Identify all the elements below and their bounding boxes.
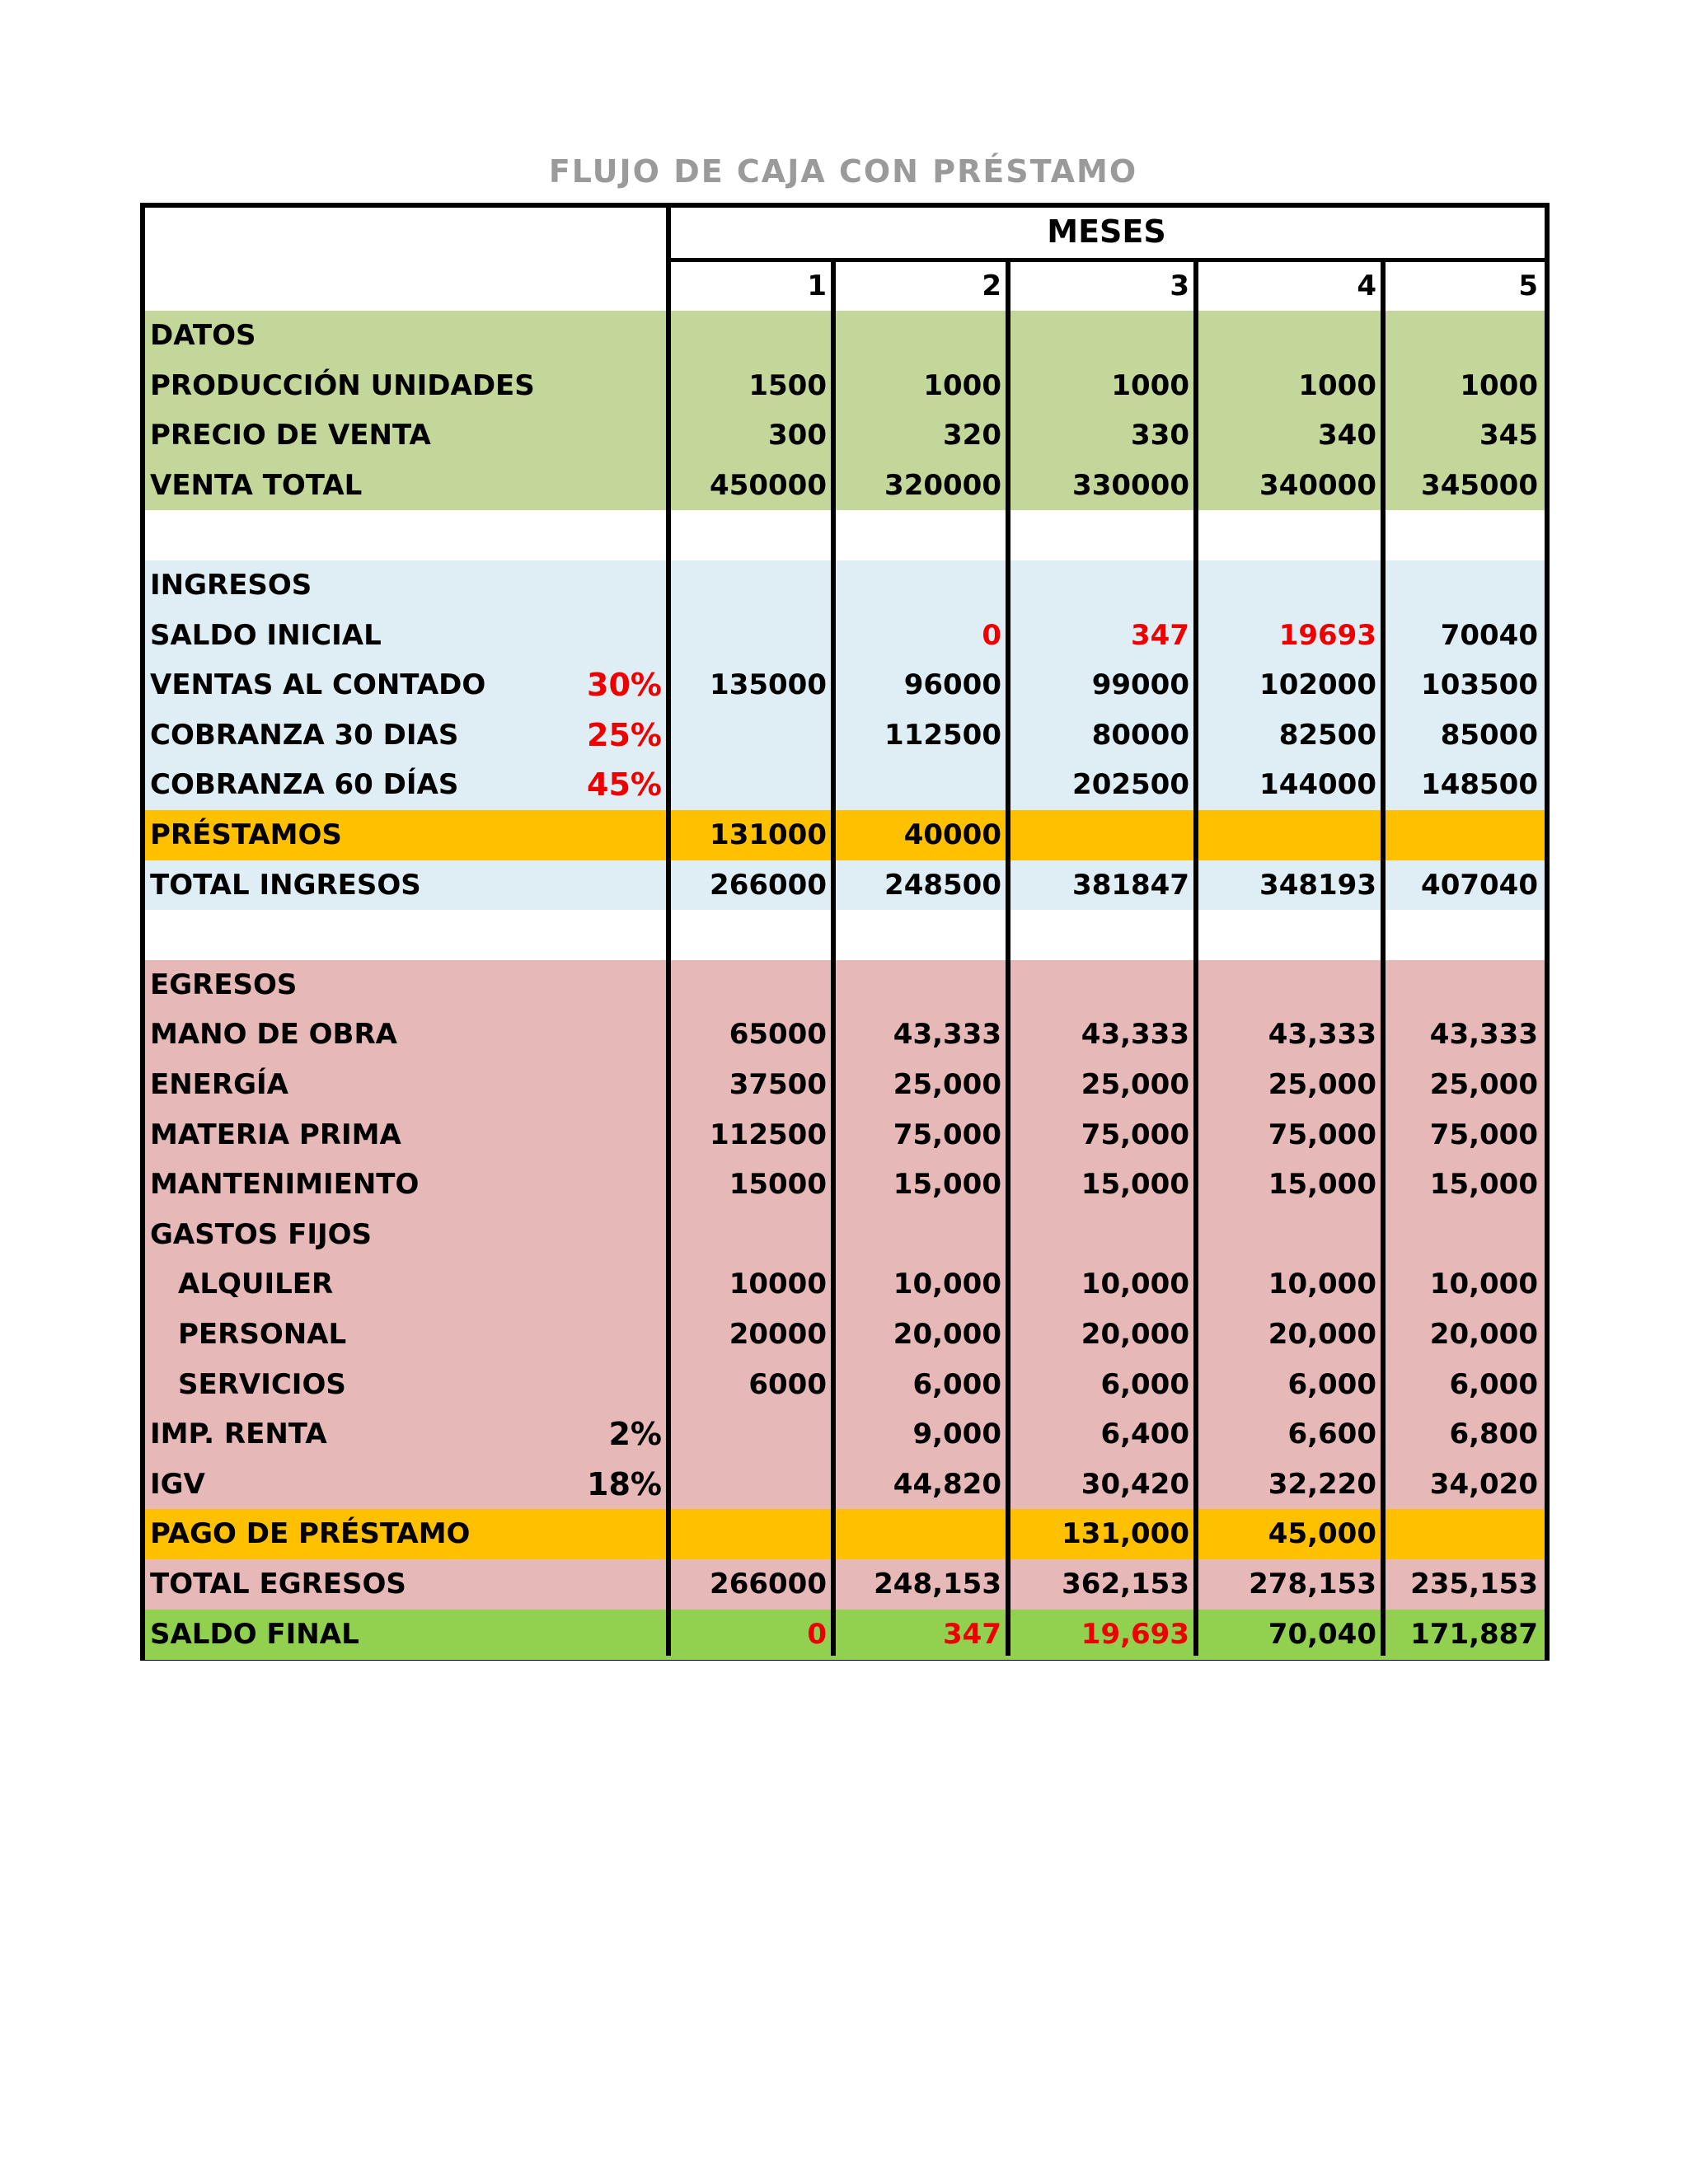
header-divider-line [668, 258, 1545, 262]
row-value: 15,000 [1429, 1168, 1538, 1202]
row-value: 6,000 [1100, 1367, 1189, 1401]
row-value [668, 510, 833, 560]
row-value: 10,000 [1268, 1268, 1376, 1301]
row-value [1383, 960, 1545, 1010]
row-value [1196, 560, 1383, 611]
row-value [668, 311, 833, 361]
row-value [668, 611, 833, 661]
row-value: 135000 [710, 668, 827, 702]
row-value [1196, 311, 1383, 361]
row-label: VENTAS AL CONTADO [150, 668, 486, 702]
row-value: 20,000 [1429, 1318, 1538, 1351]
row-value: 278,153 [1249, 1568, 1376, 1601]
row-value: 99000 [1091, 668, 1189, 702]
row-value: 266000 [710, 868, 827, 902]
row-value [1383, 560, 1545, 611]
row-label: EGRESOS [150, 968, 298, 1001]
row-value: 25,000 [1081, 1068, 1189, 1101]
row-value [833, 910, 1008, 960]
row-percentage: 30% [587, 667, 662, 704]
row-value [1196, 810, 1383, 860]
header-meses: MESES [1047, 213, 1166, 250]
row-value: 75,000 [1268, 1118, 1376, 1151]
row-value: 340 [1318, 419, 1376, 452]
row-value [833, 1210, 1008, 1260]
row-value: 235,153 [1410, 1568, 1538, 1601]
row-value: 0 [982, 618, 1001, 652]
row-value [1008, 311, 1196, 361]
row-value [1008, 960, 1196, 1010]
row-value: 10,000 [1429, 1268, 1538, 1301]
row-value [668, 760, 833, 810]
row-value [1196, 510, 1383, 560]
row-value: 6,800 [1449, 1418, 1538, 1451]
row-value [1196, 960, 1383, 1010]
row-percentage: 45% [587, 766, 662, 804]
row-label: PAGO DE PRÉSTAMO [150, 1517, 471, 1551]
row-value [1383, 1509, 1545, 1559]
row-label: IGV [150, 1467, 205, 1501]
row-value [668, 960, 833, 1010]
row-value: 34,020 [1429, 1467, 1538, 1501]
row-value [1383, 1210, 1545, 1260]
column-divider-line [1193, 259, 1198, 1656]
row-value: 103500 [1421, 668, 1538, 702]
row-value [1383, 910, 1545, 960]
row-value: 6,000 [912, 1367, 1001, 1401]
row-value: 75,000 [893, 1118, 1001, 1151]
row-value: 6,000 [1287, 1367, 1376, 1401]
row-value [668, 560, 833, 611]
row-label: COBRANZA 60 DÍAS [150, 768, 459, 802]
row-label: VENTA TOTAL [150, 468, 363, 502]
row-value: 450000 [710, 468, 827, 502]
row-value: 248,153 [874, 1568, 1001, 1601]
row-label: INGRESOS [150, 569, 312, 602]
row-value: 320 [943, 419, 1001, 452]
row-value: 25,000 [1429, 1068, 1538, 1101]
row-value: 407040 [1421, 868, 1538, 902]
row-value: 1500 [748, 368, 827, 402]
row-label: MANTENIMIENTO [150, 1168, 420, 1202]
header-month-1: 1 [807, 269, 827, 302]
row-value: 102000 [1259, 668, 1376, 702]
row-value: 347 [943, 1617, 1001, 1651]
header-month-3: 3 [1170, 269, 1189, 302]
row-value: 15,000 [1268, 1168, 1376, 1202]
row-label [145, 910, 668, 960]
row-value: 15,000 [893, 1168, 1001, 1202]
row-value [668, 1409, 833, 1460]
row-value: 330 [1131, 419, 1189, 452]
column-divider-line [831, 259, 836, 1656]
row-value: 25,000 [893, 1068, 1001, 1101]
row-value: 362,153 [1062, 1568, 1189, 1601]
row-value: 19693 [1278, 618, 1376, 652]
row-value: 148500 [1421, 768, 1538, 802]
row-percentage: 18% [587, 1465, 662, 1502]
row-value: 20,000 [893, 1318, 1001, 1351]
row-value: 82500 [1278, 718, 1376, 752]
row-label: MATERIA PRIMA [150, 1118, 401, 1151]
row-label: SALDO INICIAL [150, 618, 382, 652]
row-value [668, 1210, 833, 1260]
row-value [1008, 510, 1196, 560]
row-label: PERSONAL [178, 1318, 347, 1351]
row-value: 320000 [884, 468, 1001, 502]
row-value: 25,000 [1268, 1068, 1376, 1101]
row-value [1008, 560, 1196, 611]
row-label: MANO DE OBRA [150, 1018, 397, 1052]
row-value: 330000 [1072, 468, 1189, 502]
row-value: 1000 [1111, 368, 1189, 402]
column-divider-line [1006, 259, 1010, 1656]
row-value: 80000 [1091, 718, 1189, 752]
row-value: 345000 [1421, 468, 1538, 502]
row-value: 1000 [923, 368, 1001, 402]
row-value [833, 311, 1008, 361]
row-value: 6,600 [1287, 1418, 1376, 1451]
row-value: 96000 [903, 668, 1001, 702]
row-value: 131000 [710, 818, 827, 851]
row-value: 70,040 [1268, 1617, 1376, 1651]
row-value: 40000 [903, 818, 1001, 851]
row-value: 44,820 [893, 1467, 1001, 1501]
row-value: 43,333 [893, 1018, 1001, 1052]
row-label: COBRANZA 30 DIAS [150, 718, 459, 752]
row-value [668, 910, 833, 960]
row-value [1196, 910, 1383, 960]
row-label: ALQUILER [178, 1268, 334, 1301]
row-value [668, 1509, 833, 1559]
row-label: TOTAL EGRESOS [150, 1568, 406, 1601]
row-value: 70040 [1440, 618, 1538, 652]
row-value: 347 [1131, 618, 1189, 652]
row-value: 9,000 [912, 1418, 1001, 1451]
row-label: TOTAL INGRESOS [150, 868, 421, 902]
row-value: 32,220 [1268, 1467, 1376, 1501]
row-label: PRECIO DE VENTA [150, 419, 431, 452]
column-divider-line [666, 208, 671, 1656]
row-value: 19,693 [1081, 1617, 1189, 1651]
row-value [1008, 1210, 1196, 1260]
row-value [1383, 510, 1545, 560]
row-value: 45,000 [1268, 1517, 1376, 1551]
row-value: 85000 [1440, 718, 1538, 752]
row-value: 202500 [1072, 768, 1189, 802]
row-value: 10000 [729, 1268, 827, 1301]
row-label [145, 510, 668, 560]
row-value: 345 [1479, 419, 1538, 452]
row-percentage: 2% [608, 1416, 662, 1453]
row-value: 10,000 [893, 1268, 1001, 1301]
row-value: 20,000 [1081, 1318, 1189, 1351]
row-value [833, 560, 1008, 611]
row-value: 112500 [710, 1118, 827, 1151]
row-value [833, 960, 1008, 1010]
header-month-5: 5 [1518, 269, 1538, 302]
page-title: FLUJO DE CAJA CON PRÉSTAMO [548, 153, 1138, 190]
row-label: SERVICIOS [178, 1367, 346, 1401]
row-value: 30,420 [1081, 1467, 1189, 1501]
row-value: 15,000 [1081, 1168, 1189, 1202]
column-divider-line [1381, 259, 1386, 1656]
row-value: 75,000 [1081, 1118, 1189, 1151]
row-label: SALDO FINAL [150, 1617, 359, 1651]
row-value [1008, 910, 1196, 960]
row-value [1383, 311, 1545, 361]
row-value: 75,000 [1429, 1118, 1538, 1151]
row-value: 6,400 [1100, 1418, 1189, 1451]
row-value: 43,333 [1429, 1018, 1538, 1052]
row-value: 266000 [710, 1568, 827, 1601]
row-value: 1000 [1460, 368, 1538, 402]
row-value: 10,000 [1081, 1268, 1189, 1301]
row-value: 6000 [748, 1367, 827, 1401]
row-value: 300 [768, 419, 827, 452]
row-value: 43,333 [1081, 1018, 1189, 1052]
row-value: 65000 [729, 1018, 827, 1052]
row-value: 43,333 [1268, 1018, 1376, 1052]
row-label: PRODUCCIÓN UNIDADES [150, 368, 535, 402]
row-value [833, 510, 1008, 560]
row-value: 1000 [1298, 368, 1376, 402]
row-label: ENERGÍA [150, 1068, 288, 1101]
row-label: PRÉSTAMOS [150, 818, 342, 851]
row-label: GASTOS FIJOS [150, 1217, 373, 1251]
row-value [1383, 810, 1545, 860]
row-value: 381847 [1072, 868, 1189, 902]
row-value [833, 1509, 1008, 1559]
row-label: IMP. RENTA [150, 1418, 327, 1451]
row-value: 248500 [884, 868, 1001, 902]
row-value: 20000 [729, 1318, 827, 1351]
row-value: 171,887 [1410, 1617, 1538, 1651]
row-value: 6,000 [1449, 1367, 1538, 1401]
row-value: 340000 [1259, 468, 1376, 502]
row-label: DATOS [150, 319, 256, 352]
header-month-2: 2 [982, 269, 1001, 302]
row-percentage: 25% [587, 716, 662, 753]
row-value [1196, 1210, 1383, 1260]
cash-flow-table [140, 203, 1550, 1661]
row-value: 0 [807, 1617, 827, 1651]
row-value: 112500 [884, 718, 1001, 752]
row-value: 348193 [1259, 868, 1376, 902]
row-value: 15000 [729, 1168, 827, 1202]
row-value: 20,000 [1268, 1318, 1376, 1351]
header-month-4: 4 [1357, 269, 1376, 302]
row-value: 37500 [729, 1068, 827, 1101]
row-value [668, 1460, 833, 1510]
row-value [1008, 810, 1196, 860]
row-value: 131,000 [1062, 1517, 1189, 1551]
row-value [668, 710, 833, 761]
row-value [833, 760, 1008, 810]
row-value: 144000 [1259, 768, 1376, 802]
